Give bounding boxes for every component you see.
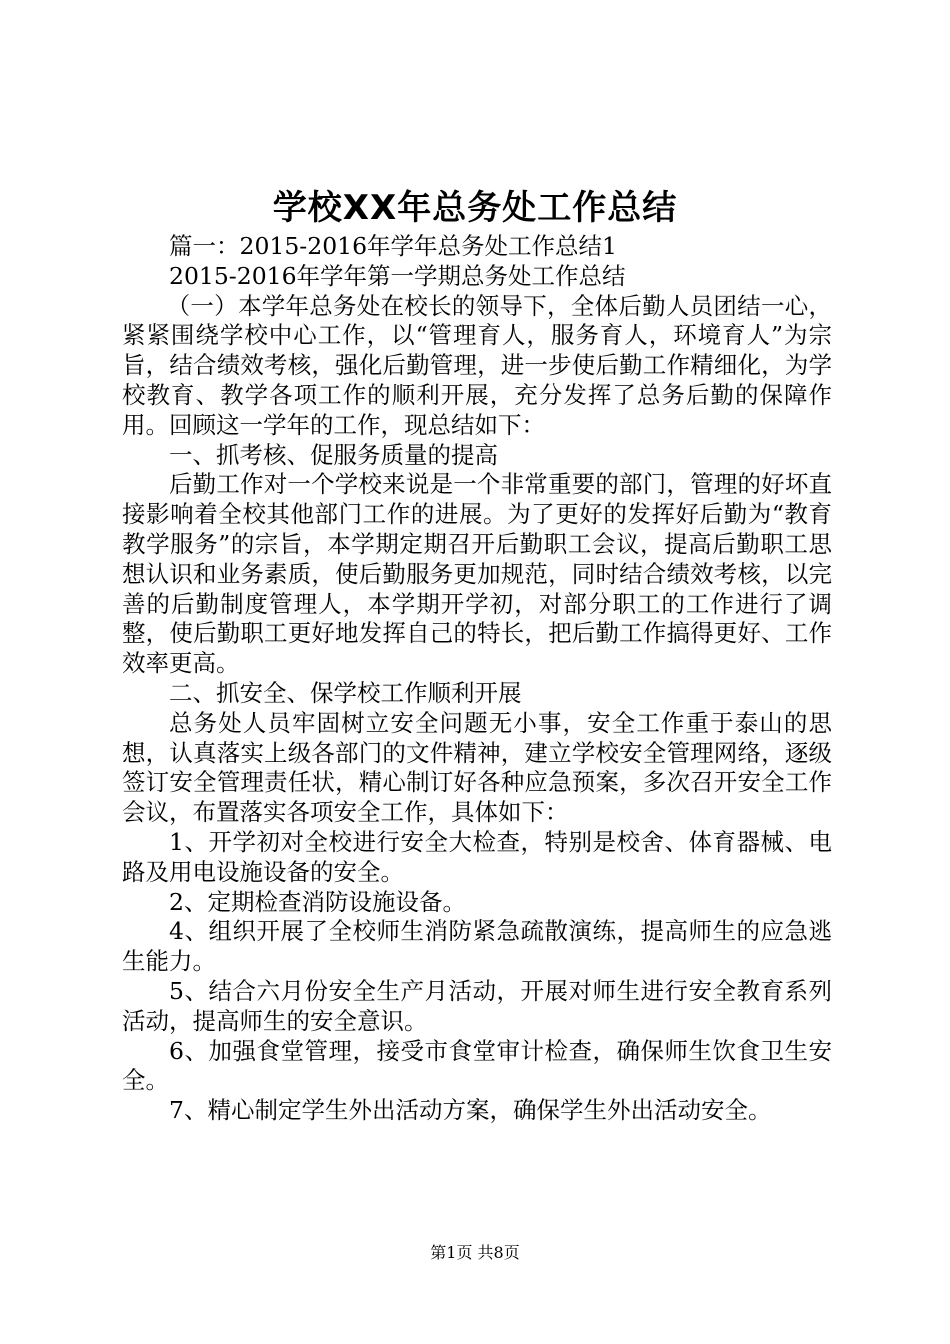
paragraph-item-7: 7、精心制定学生外出活动方案，确保学生外出活动安全。	[169, 1096, 772, 1125]
paragraph-section-one-heading: 一、抓考核、促服务质量的提高	[169, 440, 498, 469]
paragraph-intro: （一）本学年总务处在校长的领导下，全体后勤人员团结一心，紧紧围绕学校中心工作，以“管理育人，服务育人，环境育人”为宗旨，结合绩效考核，强化后勤管理，进一步使后勤工作精细化，为学校教育、教学各项工作的顺利开展，充分发挥了总务后勤的保障作用。回顾这一学年的工作，现总结如下：	[122, 291, 832, 439]
paragraph-item-1: 1、开学初对全校进行安全大检查，特别是校舍、体育器械、电路及用电设施设备的安全。	[122, 827, 832, 886]
paragraph-heading-part-one: 篇一：2015-2016年学年总务处工作总结1	[169, 232, 618, 260]
paragraph-item-5: 5、结合六月份安全生产月活动，开展对师生进行安全教育系列活动，提高师生的安全意识。	[122, 976, 832, 1035]
paragraph-item-6: 6、加强食堂管理，接受市食堂审计检查，确保师生饮食卫生安全。	[122, 1036, 832, 1095]
page-number-footer: 第1页 共8页	[430, 1243, 520, 1262]
paragraph-section-one-body: 后勤工作对一个学校来说是一个非常重要的部门，管理的好坏直接影响着全校其他部门工作的进展。为了更好的发挥好后勤为“教育教学服务”的宗旨，本学期定期召开后勤职工会议，提高后勤职工思想认识和业务素质，使后勤服务更加规范，同时结合绩效考核，以完善的后勤制度管理人，本学期开学初，对部分职工的工作进行了调整，使后勤职工更好地发挥自己的特长，把后勤工作搞得更好、工作效率更高。	[122, 470, 832, 678]
paragraph-section-two-body: 总务处人员牢固树立安全问题无小事，安全工作重于泰山的思想，认真落实上级各部门的文件精神，建立学校安全管理网络，逐级签订安全管理责任状，精心制订好各种应急预案，多次召开安全工作会议，布置落实各项安全工作，具体如下：	[122, 708, 832, 827]
document-title: 学校XX年总务处工作总结	[272, 188, 678, 228]
paragraph-item-4: 4、组织开展了全校师生消防紧急疏散演练，提高师生的应急逃生能力。	[122, 917, 832, 976]
paragraph-section-two-heading: 二、抓安全、保学校工作顺利开展	[169, 678, 522, 707]
document-body	[122, 232, 832, 1126]
paragraph-subtitle: 2015-2016年学年第一学期总务处工作总结	[169, 261, 626, 290]
paragraph-item-2: 2、定期检查消防设施设备。	[169, 887, 466, 916]
